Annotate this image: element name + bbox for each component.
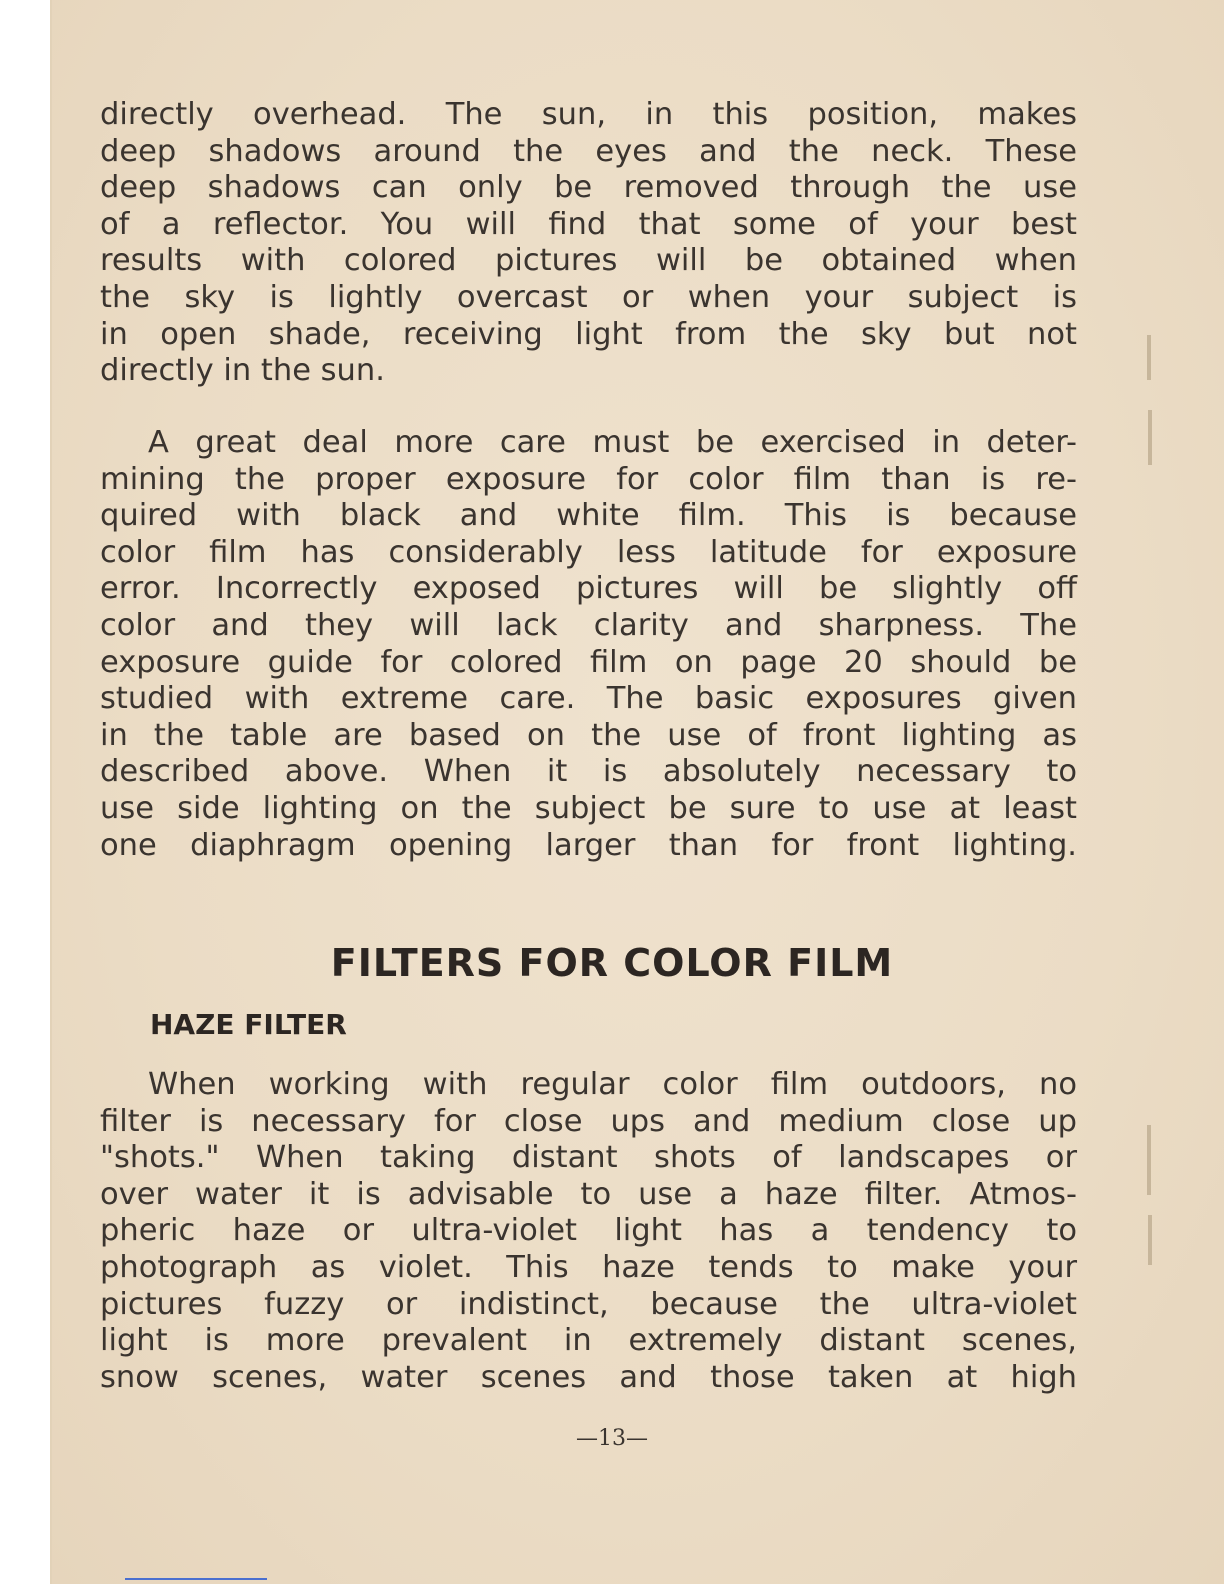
text-line: pheric haze or ultra-violet light has a tendency to [100,1213,1077,1249]
text-line: filter is necessary for close ups and medium close up [100,1103,1077,1139]
text-line: error. Incorrectly exposed pictures will be slightly off [100,571,1077,607]
section-heading: FILTERS FOR COLOR FILM [330,941,894,985]
text-line: use side lighting on the subject be sure to use at least [100,790,1077,826]
text-line: exposure guide for colored film on page 20 should be [100,644,1077,680]
text-line: directly in the sun. [100,353,385,389]
text-line: quired with black and white film. This is because [100,498,1077,534]
text-line: of a reflector. You will find that some of your best [100,206,1077,242]
text-line: the sky is lightly overcast or when your subject is [100,279,1077,315]
scan-margin [0,0,50,1584]
paragraph-haze-filter [100,1067,1077,1396]
text-line: results with colored pictures will be obtained when [100,243,1077,279]
text-line: color and they will lack clarity and sharpness. The [100,607,1077,643]
text-line: mining the proper exposure for color film than is re- [100,461,1077,497]
text-line: "shots." When taking distant shots of landscapes or [100,1140,1077,1176]
text-line: light is more prevalent in extremely distant scenes, [100,1323,1077,1359]
text-line: one diaphragm opening larger than for front lighting. [100,827,1077,863]
text-line: described above. When it is absolutely necessary to [100,754,1077,790]
paragraph-exposure [100,425,1077,864]
text-line: pictures fuzzy or indistinct, because the ultra-violet [100,1286,1077,1322]
text-line: snow scenes, water scenes and those taken at high [100,1359,1077,1395]
page-number: —13— [576,1426,648,1451]
binding-mark [1148,410,1152,465]
text-line: over water it is advisable to use a haze filter. Atmos- [100,1176,1077,1212]
text-line: in open shade, receiving light from the sky but not [100,316,1077,352]
text-line: in the table are based on the use of front lighting as [100,717,1077,753]
text-line: deep shadows can only be removed through the use [100,170,1077,206]
text-line: studied with extreme care. The basic exposures given [100,681,1077,717]
scan-artifact-line [125,1578,267,1580]
text-line: photograph as violet. This haze tends to make your [100,1249,1077,1285]
text-line: When working with regular color film outdoors, no [148,1067,1077,1102]
subsection-heading: HAZE FILTER [150,1008,347,1041]
text-line: deep shadows around the eyes and the neck. These [100,133,1077,169]
text-line: A great deal more care must be exercised in deter- [148,425,1077,460]
text-line: color film has considerably less latitude for exposure [100,534,1077,570]
paragraph-direct-sun [100,97,1077,390]
binding-mark [1148,1215,1152,1265]
binding-mark [1147,1125,1151,1195]
binding-mark [1147,335,1151,380]
text-line: directly overhead. The sun, in this position, makes [100,97,1077,132]
